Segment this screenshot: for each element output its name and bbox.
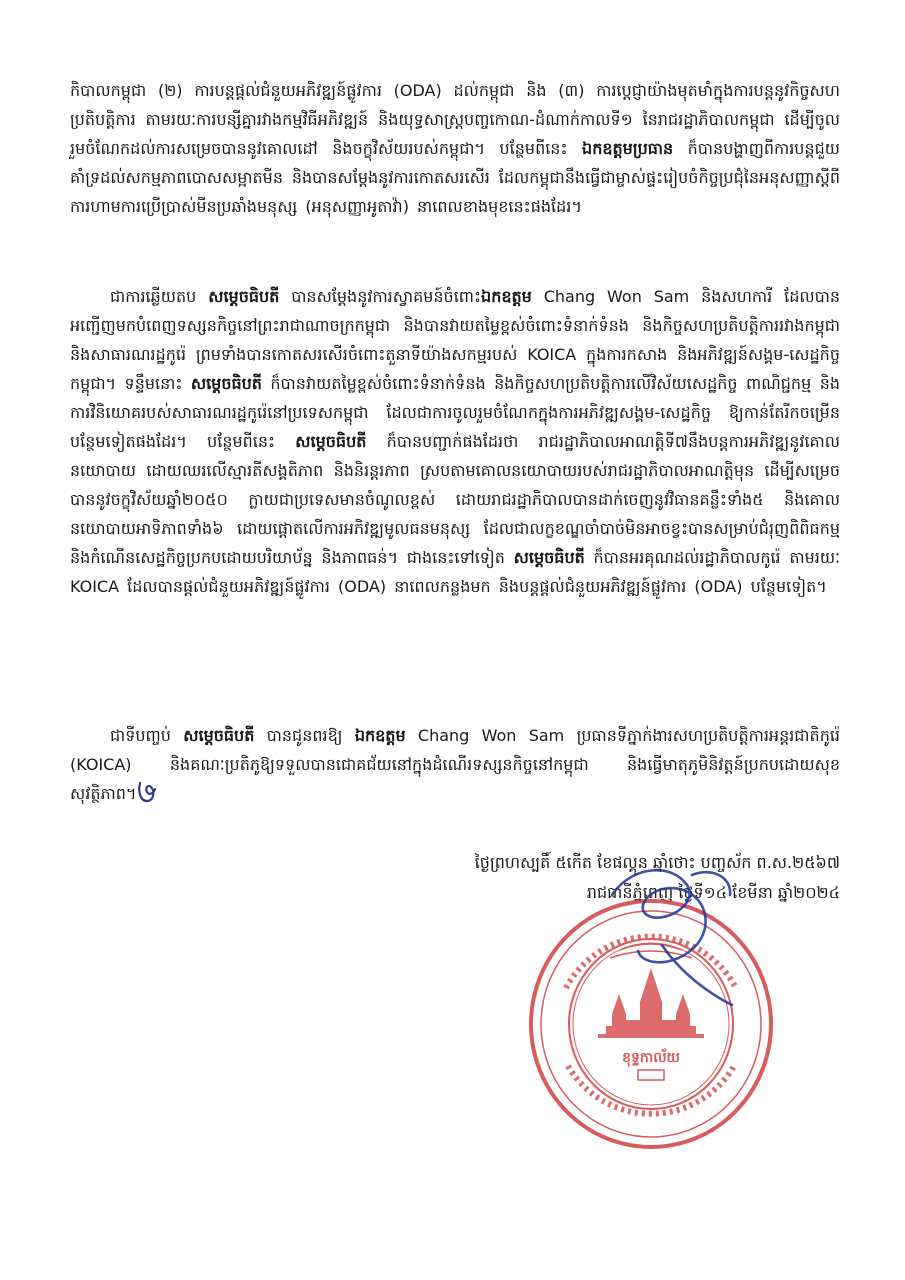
paragraph-2-text: ក៏បានអរគុណដល់រដ្ឋាភិបាលកូរ៉េ តាមរយៈ KOICA ដែលបានផ្តល់ជំនួយអភិវឌ្ឍន៍ផ្លូវការ (ODA) នាពេលកន្លងមក និងបន្តផ្តល់ជំនួយអភិវឌ្ឍន៍ផ្លូវការ (ODA) បន្ថែមទៀត។ (70, 548, 840, 596)
place-date: រាជធានីភ្នំពេញ ថ្ងៃទី១៤ ខែមីនា ឆ្នាំ២០២៤ (586, 883, 840, 902)
paragraph-2-text: ក៏បានវាយតម្លៃខ្ពស់ចំពោះទំនាក់ទំនង និងកិច្ចសហប្រតិបត្តិការលើវិស័យសេដ្ឋកិច្ច ពាណិជ្ជកម្ម និងការវិនិយោគរបស់សាធារណរដ្ឋកូរ៉េនៅប្រទេសកម្ពុជា ដែលជាការចូលរួមចំណែកក្នុងការអភិវឌ្ឍសង្គម-សេដ្ឋកិច្ច ឱ្យកាន់តែរីកចម្រើនបន្ថែមទៀតផងដែរ។ បន្ថែមពីនេះ (70, 374, 841, 451)
paragraph-2-text: ក៏បានបញ្ជាក់ផងដែរថា រាជរដ្ឋាភិបាលអាណត្តិទី៧នឹងបន្តការអភិវឌ្ឍនូវគោលនយោបាយ ដោយឈរលើស្មារតីសង្គតិភាព និងនិរន្តរភាព ស្របតាមគោលនយោបាយរបស់រាជរដ្ឋាភិបាលអាណត្តិមុន ដើម្បីសម្រេចបាននូវចក្ខុវិស័យឆ្នាំ២០៥០ ក្លាយជាប្រទេសមានចំណូលខ្ពស់ ដោយរាជរដ្ឋាភិបាលបានដាក់ចេញនូវវិធានគន្លឹះទាំង៥ និងគោលនយោបាយអាទិភាពទាំង៦ ដោយផ្តោតលើការអភិវឌ្ឍមូលធនមនុស្ស ដែលជាលក្ខខណ្ឌចាំបាច់មិនអាចខ្វះបានសម្រាប់ជំរុញពិពិធកម្ម និងកំណើនសេដ្ឋកិច្ចប្រកបដោយបរិយាប័ន្ន និងភាពធន់។ ជាងនេះទៅទៀត (70, 432, 841, 567)
paragraph-1-text: កិបាលកម្ពុជា (២) ការបន្តផ្តល់ជំនួយអភិវឌ្ឍន៍ផ្លូវការ (ODA) ដល់កម្ពុជា និង (៣) ការប្តេជ្ញាយ៉ាងមុតមាំក្នុងការបន្តនូវកិច្ចសហប្រតិបត្តិការ តាមរយៈការបន្សីគ្នារវាងកម្មវិធីអភិវឌ្ឍន៍ និងយុទ្ធសាស្ត្របញ្ចកោណ-ដំណាក់កាលទី១ នៃរាជរដ្ឋាភិបាលកម្ពុជា ដើម្បីចូលរួមចំណែកដល់ការសម្រេចបាននូវគោលដៅ និងចក្ខុវិស័យរបស់កម្ពុជា។ បន្ថែមពីនេះ (70, 81, 840, 158)
paragraph-2-text: បានសម្តែងនូវការស្វាគមន៍ចំពោះ (279, 287, 482, 306)
paragraph-3-text: ជាទីបញ្ចប់ (110, 726, 184, 745)
paragraph-1 (70, 76, 840, 221)
paragraph-2-emphasis: សម្តេចធិបតី (513, 548, 585, 567)
paragraph-2-text: ជាការឆ្លើយតប (110, 287, 209, 306)
end-mark-icon (136, 779, 158, 805)
paragraph-3-emphasis: ឯកឧត្តម (354, 726, 406, 745)
paragraph-3-emphasis: សម្តេចធិបតី (183, 726, 255, 745)
lunar-date: ថ្ងៃព្រហស្បតិ៍ ៥កើត ខែផល្គុន ឆ្នាំថោះ បញ្ចស័ក ព.ស.២៥៦៧ (474, 853, 840, 872)
paragraph-1-emphasis: ឯកឧត្តមប្រធាន (582, 139, 674, 158)
seal-label: ខុទ្ទកាល័យ (622, 1050, 680, 1066)
paragraph-2-emphasis: សម្តេចធិបតី (190, 374, 262, 393)
paragraph-3 (70, 721, 840, 808)
signature-icon (592, 855, 752, 1025)
paragraph-2-emphasis: សម្តេចធិបតី (295, 432, 367, 451)
paragraph-2-emphasis: ឯកឧត្តម (481, 287, 532, 306)
paragraph-2-text: Chang Won Sam និងសហការី ដែលបានអញ្ជើញមកបំពេញទស្សនកិច្ចនៅព្រះរាជាណាចក្រកម្ពុជា និងបានវាយតម្លៃខ្ពស់ចំពោះទំនាក់ទំនង និងកិច្ចសហប្រតិបត្តិការរវាងកម្ពុជានិងសាធារណរដ្ឋកូរ៉េ ព្រមទាំងបានកោតសរសើរចំពោះតួនាទីយ៉ាងសកម្មរបស់ KOICA ក្នុងការកសាង និងអភិវឌ្ឍន៍សង្គម-សេដ្ឋកិច្ចកម្ពុជា។ ទន្ទឹមនោះ (70, 287, 840, 393)
paragraph-1-text: ក៏បានបង្ហាញពីការបន្តជួយគាំទ្រដល់សកម្មភាពបោសសម្អាតមីន និងបានសម្តែងនូវការកោតសរសើរ ដែលកម្ពុជានឹងធ្វើជាម្ចាស់ផ្ទះរៀបចំកិច្ចប្រជុំនៃអនុសញ្ញាស្តីពីការហាមការប្រើប្រាស់មីនប្រឆាំងមនុស្ស (អនុសញ្ញាអូតាវ៉ា) នាពេលខាងមុខនេះផងដែរ។ (70, 139, 840, 216)
paragraph-3-text: បានជូនពរឱ្យ (254, 726, 355, 745)
paragraph-2-emphasis: សម្តេចធិបតី (208, 287, 280, 306)
paragraph-2 (70, 282, 840, 601)
paragraph-3-text: Chang Won Sam ប្រធានទីភ្នាក់ងារសហប្រតិបត្តិការអន្តរជាតិកូរ៉េ (KOICA) និងគណៈប្រតិភូឱ្យទទួលបានជោគជ័យនៅក្នុងដំណើរទស្សនកិច្ចនៅកម្ពុជា និងធ្វើមាតុភូមិនិវត្តន៍ប្រកបដោយសុខសុវត្ថិភាព។ (70, 726, 841, 803)
